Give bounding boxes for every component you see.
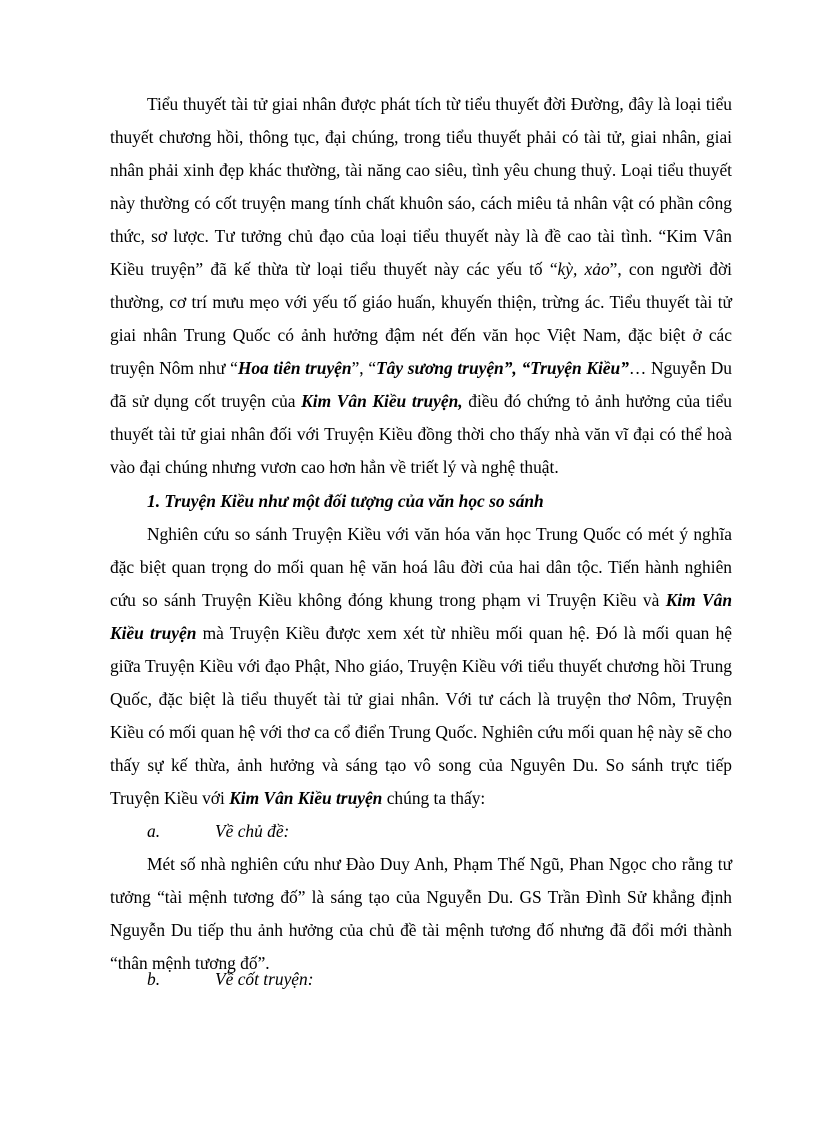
paragraph-3-block xyxy=(110,848,732,980)
subheading-b-label: Về cốt truyện: xyxy=(215,969,314,989)
p1-italic-ky-xao: kỳ, xảo xyxy=(557,259,610,279)
paragraph-1 xyxy=(110,88,732,484)
paragraph-2 xyxy=(110,518,732,815)
p1-text-7: … Nguyễn Du đã sử dụng cốt truyện của xyxy=(110,358,732,411)
subheading-b-block xyxy=(110,963,732,996)
subheading-a-block xyxy=(110,815,732,848)
p1-text-3: ”, con người đời thường, cơ trí mưu mẹo với yếu tố giáo huấn, khuyến thiện, trừng ác. Tiểu thuyết tài tử giai nhân Trung Quốc có ảnh hưởng đậm nét đến văn học Việt Nam, đặc biệt ở các truyện Nôm như “ xyxy=(110,259,732,378)
p1-title-kim-van-kieu: Kim Vân Kiều truyện, xyxy=(301,391,463,411)
subheading-a-label: Về chủ đề: xyxy=(215,821,290,841)
p2-text-5: chúng ta thấy: xyxy=(382,788,486,808)
heading-block xyxy=(110,485,732,518)
paragraph-3: Mét số nhà nghiên cứu như Đào Duy Anh, Phạm Thế Ngũ, Phan Ngọc cho rằng tư tưởng “tài mệnh tương đố” là sáng tạo của Nguyễn Du. GS Trần Đình Sử khẳng định Nguyễn Du tiếp thu ảnh hưởng của chủ đề tài mệnh tương đố nhưng đã đổi mới thành “thân mệnh tương đố”. xyxy=(110,854,732,973)
p1-text-1: Tiểu thuyết tài tử giai nhân được phát tích từ tiểu thuyết đời Đường, đây là loại tiểu thuyết chương hồi, thông tục, đại chúng, trong tiểu thuyết phải có tài tử, giai nhân, giai nhân phải xinh đẹp khác thường, tài năng cao siêu, tình yêu chung thuỷ. Loại tiểu thuyết này thường có cốt truyện mang tính chất khuôn sáo, cách miêu tả nhân vật có phần công thức, sơ lược. Tư tưởng chủ đạo của loại tiểu thuyết này là đề cao tài tình. “Kim Vân Kiều truyện” đã kế thừa từ loại tiểu thuyết này các yếu tố “ xyxy=(110,94,732,279)
p2-text-1: Nghiên cứu so sánh Truyện Kiều với văn hóa văn học Trung Quốc có mét ý nghĩa đặc biệt quan trọng do mối quan hệ văn hoá lâu đời của hai dân tộc. Tiến hành nghiên cứu so sánh Truyện Kiều không đóng khung trong phạm vi Truyện Kiều và xyxy=(110,524,732,610)
subheading-a xyxy=(110,815,732,848)
p2-text-3: mà Truyện Kiều được xem xét từ nhiều mối quan hệ. Đó là mối quan hệ giữa Truyện Kiều với đạo Phật, Nho giáo, Truyện Kiều với tiểu thuyết chương hồi Trung Quốc, đặc biệt là tiểu thuyết tài tử giai nhân. Với tư cách là truyện thơ Nôm, Truyện Kiều có mối quan hệ với thơ ca cổ điển Trung Quốc. Nghiên cứu mối quan hệ này sẽ cho thấy sự kế thừa, ảnh hưởng và sáng tạo vô song của Nguyên Du. So sánh trực tiếp Truyện Kiều với xyxy=(110,623,732,808)
section-heading: 1. Truyện Kiều như một đối tượng của văn học so sánh xyxy=(147,491,544,511)
subheading-b xyxy=(110,963,732,996)
paragraph-1-block xyxy=(110,88,732,484)
p2-title-kim-van-kieu-2: Kim Vân Kiều truyện xyxy=(229,788,383,808)
paragraph-2-block xyxy=(110,518,732,815)
p2-title-kim-van-kieu-1: Kim Vân Kiều truyện xyxy=(110,590,732,643)
subheading-a-marker: a. xyxy=(147,821,161,841)
p1-text-9: điều đó chứng tỏ ảnh hưởng của tiểu thuyết tài tử giai nhân đối với Truyện Kiều đồng thời cho thấy nhà văn vĩ đại có thể hoà vào đại chúng nhưng vươn cao hơn hẳn về triết lý và nghệ thuật. xyxy=(110,391,732,477)
p1-text-5: ”, “ xyxy=(351,358,377,378)
p1-title-hoa-tien: Hoa tiên truyện xyxy=(237,358,352,378)
p1-title-tay-suong-truyen-kieu: Tây sương truyện”, “Truyện Kiều” xyxy=(376,358,629,378)
subheading-b-marker: b. xyxy=(147,969,161,989)
